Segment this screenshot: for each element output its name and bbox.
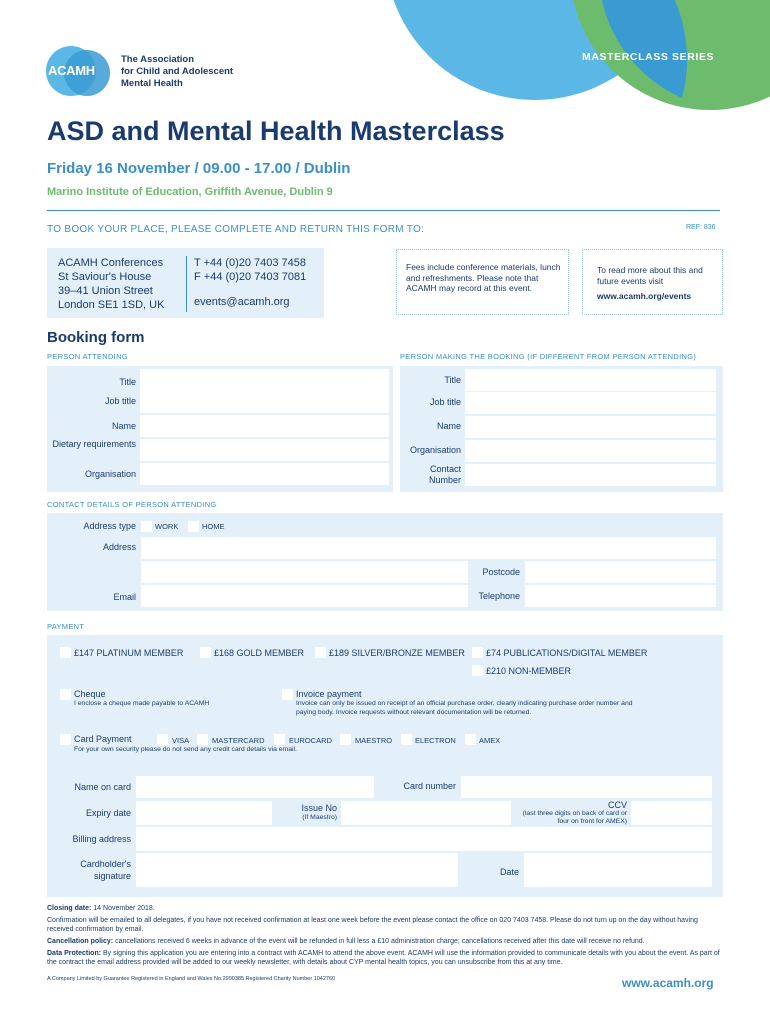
- event-date: Friday 16 November / 09.00 - 17.00 / Dublin: [47, 160, 351, 177]
- home-checkbox[interactable]: [188, 521, 199, 532]
- maestro-checkbox[interactable]: [340, 734, 351, 745]
- title-label: Title: [119, 377, 136, 387]
- telephone-label: Telephone: [478, 591, 520, 601]
- future-url[interactable]: www.acamh.org/events: [597, 291, 692, 301]
- billing-address-label: Billing address: [72, 834, 131, 844]
- platinum-label: £147 PLATINUM MEMBER: [74, 648, 184, 658]
- card-payment-checkbox[interactable]: [60, 734, 71, 745]
- silver-checkbox[interactable]: [315, 647, 326, 658]
- amex-checkbox[interactable]: [465, 734, 476, 745]
- booker-name-field[interactable]: [465, 416, 716, 438]
- issue-no-label: Issue No: [301, 803, 337, 813]
- panel-divider: [186, 256, 187, 312]
- invoice-checkbox[interactable]: [282, 689, 293, 700]
- acamh-logo: [46, 46, 112, 96]
- confirmation-note: Confirmation will be emailed to all delegates, if you have not received confirmation at least one week before the event please contact the office on 020 7403 7458. Please do not turn up on the day without having received confirmation by email.: [47, 917, 698, 933]
- invoice-note: Invoice can only be issued on receipt of an official purchase order, clearly indicating purchase order number and paying body. Invoice requests without relevant documentation will be returned.: [296, 700, 633, 716]
- event-venue: Marino Institute of Education, Griffith Avenue, Dublin 9: [47, 186, 333, 198]
- visa-label: VISA: [172, 736, 190, 745]
- postal-address: ACAMH Conferences St Saviour's House 39–41 Union Street London SE1 1SD, UK: [58, 257, 165, 311]
- ccv-label: CCV: [607, 800, 627, 810]
- attending-dietary-field[interactable]: [140, 439, 389, 461]
- amex-label: AMEX: [479, 736, 501, 745]
- attending-organisation-field[interactable]: [140, 463, 389, 485]
- email-label: Email: [113, 592, 136, 602]
- cheque-label: Cheque: [74, 689, 106, 699]
- postcode-field[interactable]: [525, 561, 716, 583]
- person-attending-heading: PERSON ATTENDING: [47, 352, 128, 361]
- closing-date: Closing date: 14 November 2018.: [47, 905, 155, 912]
- booker-organisation-field[interactable]: [465, 440, 716, 462]
- company-registration: A Company Limited by Guarantee Registered in England and Wales No.2990385 Registered Charity Number 1042760: [47, 976, 336, 982]
- address-type-label: Address type: [83, 521, 136, 531]
- billing-address-field[interactable]: [136, 827, 712, 851]
- date-label: Date: [499, 867, 519, 877]
- telephone-field[interactable]: [525, 585, 716, 607]
- visa-checkbox[interactable]: [157, 734, 168, 745]
- postcode-label: Postcode: [482, 567, 520, 577]
- name-label: Name: [111, 421, 136, 431]
- contact-heading: CONTACT DETAILS OF PERSON ATTENDING: [47, 500, 217, 509]
- invoice-label: Invoice payment: [296, 689, 362, 699]
- cardholder-signature-label: Cardholder's signature: [80, 859, 131, 881]
- non-member-label: £210 NON-MEMBER: [486, 666, 572, 676]
- data-protection: Data Protection: By signing this application you are entering into a contract with ACAMH to attend the above event. ACAMH will use the information provided to communicate details with you about the event. As part of the contract the email address provided will be added to our weekly newsletter, with details about CYP mental health topics, you can unsubscribe from this at any time.: [47, 950, 720, 966]
- booking-instruction: TO BOOK YOUR PLACE, PLEASE COMPLETE AND RETURN THIS FORM TO:: [47, 224, 425, 235]
- attending-name-field[interactable]: [140, 415, 389, 437]
- work-label: WORK: [155, 522, 179, 531]
- organisation-label: Organisation: [84, 469, 136, 479]
- issue-no-field[interactable]: [341, 801, 511, 825]
- org-name: The Association for Child and Adolescent Mental Health: [121, 54, 234, 89]
- ccv-field[interactable]: [631, 801, 712, 825]
- divider: [47, 210, 720, 211]
- cancellation-policy: Cancellation policy: cancellations received 6 weeks in advance of the event will be refunded in full less a £10 administration charge; cancellations received after this date will receive no refund.: [47, 938, 645, 945]
- ref-number: REF: 836: [686, 224, 716, 231]
- attending-title-field[interactable]: [140, 369, 389, 391]
- platinum-checkbox[interactable]: [60, 647, 71, 658]
- email-link[interactable]: events@acamh.org: [194, 296, 290, 308]
- ccv-note: (last three digits on back of card or four on front for AMEX): [522, 810, 627, 825]
- eurocard-checkbox[interactable]: [274, 734, 285, 745]
- booker-title-label: Title: [444, 375, 461, 385]
- cardholder-signature-field[interactable]: [136, 853, 458, 887]
- name-on-card-field[interactable]: [136, 776, 374, 798]
- gold-checkbox[interactable]: [200, 647, 211, 658]
- silver-label: £189 SILVER/BRONZE MEMBER: [329, 648, 465, 658]
- name-on-card-label: Name on card: [74, 782, 131, 792]
- job-title-label: Job title: [104, 396, 136, 406]
- gold-label: £168 GOLD MEMBER: [214, 648, 305, 658]
- booker-organisation-label: Organisation: [409, 445, 461, 455]
- expiry-field[interactable]: [136, 801, 272, 825]
- cheque-note: I enclose a cheque made payable to ACAMH: [74, 700, 210, 707]
- work-checkbox[interactable]: [141, 521, 152, 532]
- series-label: MASTERCLASS SERIES: [582, 51, 715, 63]
- future-note: To read more about this and future events visit: [597, 265, 703, 286]
- address-field-1[interactable]: [141, 537, 716, 559]
- attending-job-title-field[interactable]: [140, 391, 389, 413]
- booker-job-title-label: Job title: [429, 397, 461, 407]
- electron-label: ELECTRON: [415, 736, 456, 745]
- cheque-checkbox[interactable]: [60, 689, 71, 700]
- publications-checkbox[interactable]: [472, 647, 483, 658]
- logo-text: ACAMH: [48, 63, 95, 78]
- fees-note: Fees include conference materials, lunch and refreshments. Please note that ACAMH may record at this event.: [406, 262, 561, 293]
- fax: F +44 (0)20 7403 7081: [194, 271, 307, 283]
- footer-website[interactable]: www.acamh.org: [622, 976, 714, 990]
- issue-no-note: (If Maestro): [302, 814, 337, 821]
- mastercard-checkbox[interactable]: [197, 734, 208, 745]
- page-title: ASD and Mental Health Masterclass: [47, 116, 505, 146]
- electron-checkbox[interactable]: [401, 734, 412, 745]
- card-payment-label: Card Payment: [74, 734, 132, 744]
- home-label: HOME: [202, 522, 225, 531]
- booker-contact-field[interactable]: [465, 464, 716, 486]
- mastercard-label: MASTERCARD: [212, 736, 265, 745]
- address-field-2[interactable]: [141, 561, 468, 583]
- booker-name-label: Name: [436, 421, 461, 431]
- address-label: Address: [102, 542, 136, 552]
- footer-notes: [47, 904, 723, 967]
- phone-block: [194, 256, 306, 284]
- payment-heading: PAYMENT: [47, 622, 85, 631]
- eurocard-label: EUROCARD: [289, 736, 332, 745]
- card-number-field[interactable]: [461, 776, 712, 798]
- person-booking-heading: PERSON MAKING THE BOOKING (IF DIFFERENT FROM PERSON ATTENDING): [400, 352, 697, 361]
- email-field[interactable]: [141, 585, 468, 607]
- booker-contact-label: Contact Number: [428, 464, 461, 485]
- date-field[interactable]: [524, 853, 712, 887]
- phone: T +44 (0)20 7403 7458: [194, 257, 307, 269]
- card-security-note: For your own security please do not send any credit card details via email.: [74, 746, 297, 753]
- dietary-label: Dietary requirements: [52, 439, 136, 449]
- card-number-label: Card number: [403, 781, 456, 791]
- maestro-label: MAESTRO: [355, 736, 393, 745]
- form-title: Booking form: [47, 329, 145, 346]
- publications-label: £74 PUBLICATIONS/DIGITAL MEMBER: [486, 648, 648, 658]
- booker-title-field[interactable]: [465, 369, 716, 391]
- expiry-label: Expiry date: [85, 808, 131, 818]
- non-member-checkbox[interactable]: [472, 665, 483, 676]
- booker-job-title-field[interactable]: [465, 392, 716, 414]
